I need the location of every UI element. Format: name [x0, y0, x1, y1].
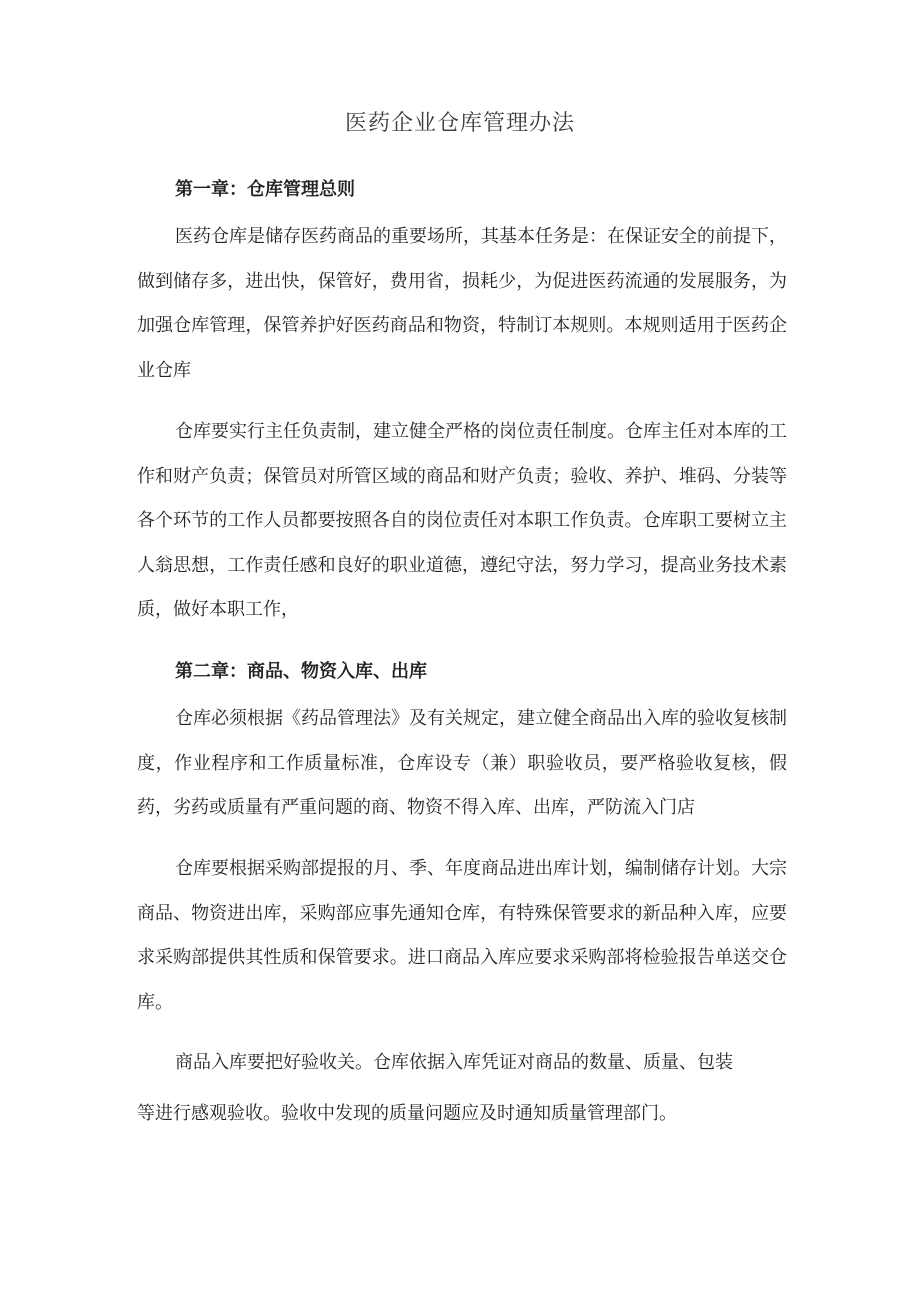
- chapter-1-heading: 第一章：仓库管理总则: [175, 179, 355, 200]
- chapter-2-paragraph-3: 商品入库要把好验收关。仓库依据入库凭证对商品的数量、质量、包装: [175, 1052, 733, 1073]
- chapter-1-paragraph-1-block: [137, 215, 787, 393]
- chapter-2-heading: 第二章：商品、物资入库、出库: [175, 661, 427, 682]
- chapter-2-paragraph-2-block: [137, 847, 787, 1025]
- chapter-2-paragraph-4: 等进行感观验收。验收中发现的质量问题应及时通知质量管理部门。: [137, 1103, 677, 1124]
- chapter-2-paragraph-2: 仓库要根据采购部提报的月、季、年度商品进出库计划，编制储存计划。大宗商品、物资进出库，采购部应事先通知仓库，有特殊保管要求的新品种入库，应要求采购部提供其性质和保管要求。进口商品入库应要求采购部将检验报告单送交仓库。: [137, 858, 787, 1013]
- chapter-2-paragraph-1: 仓库必须根据《药品管理法》及有关规定，建立健全商品出入库的验收复核制度，作业程序和工作质量标准，仓库设专（兼）职验收员，要严格验收复核，假药，劣药或质量有严重问题的商、物资不得入库、出库，严防流入门店: [137, 708, 787, 818]
- chapter-2-heading-block: [137, 660, 787, 684]
- chapter-2-paragraph-3-block: [137, 1041, 787, 1086]
- chapter-2-paragraph-4-block: [137, 1092, 787, 1137]
- chapter-2-paragraph-1-block: [137, 697, 787, 831]
- chapter-1-paragraph-1: 医药仓库是储存医药商品的重要场所，其基本任务是：在保证安全的前提下，做到储存多，进出快，保管好，费用省，损耗少，为促进医药流通的发展服务，为加强仓库管理，保管养护好医药商品和物资，特制订本规则。本规则适用于医药企业仓库: [137, 226, 787, 381]
- chapter-1-heading-block: [137, 178, 787, 202]
- document-title: 医药企业仓库管理办法: [344, 111, 575, 136]
- chapter-1-paragraph-2-block: [137, 410, 787, 633]
- chapter-1-paragraph-2: 仓库要实行主任负责制，建立健全严格的岗位责任制度。仓库主任对本库的工作和财产负责；保管员对所管区域的商品和财产负责；验收、养护、堆码、分装等各个环节的工作人员都要按照各自的岗位责任对本职工作负责。仓库职工要树立主人翁思想，工作责任感和良好的职业道德，遵纪守法，努力学习，提高业务技术素质，做好本职工作，: [137, 421, 787, 620]
